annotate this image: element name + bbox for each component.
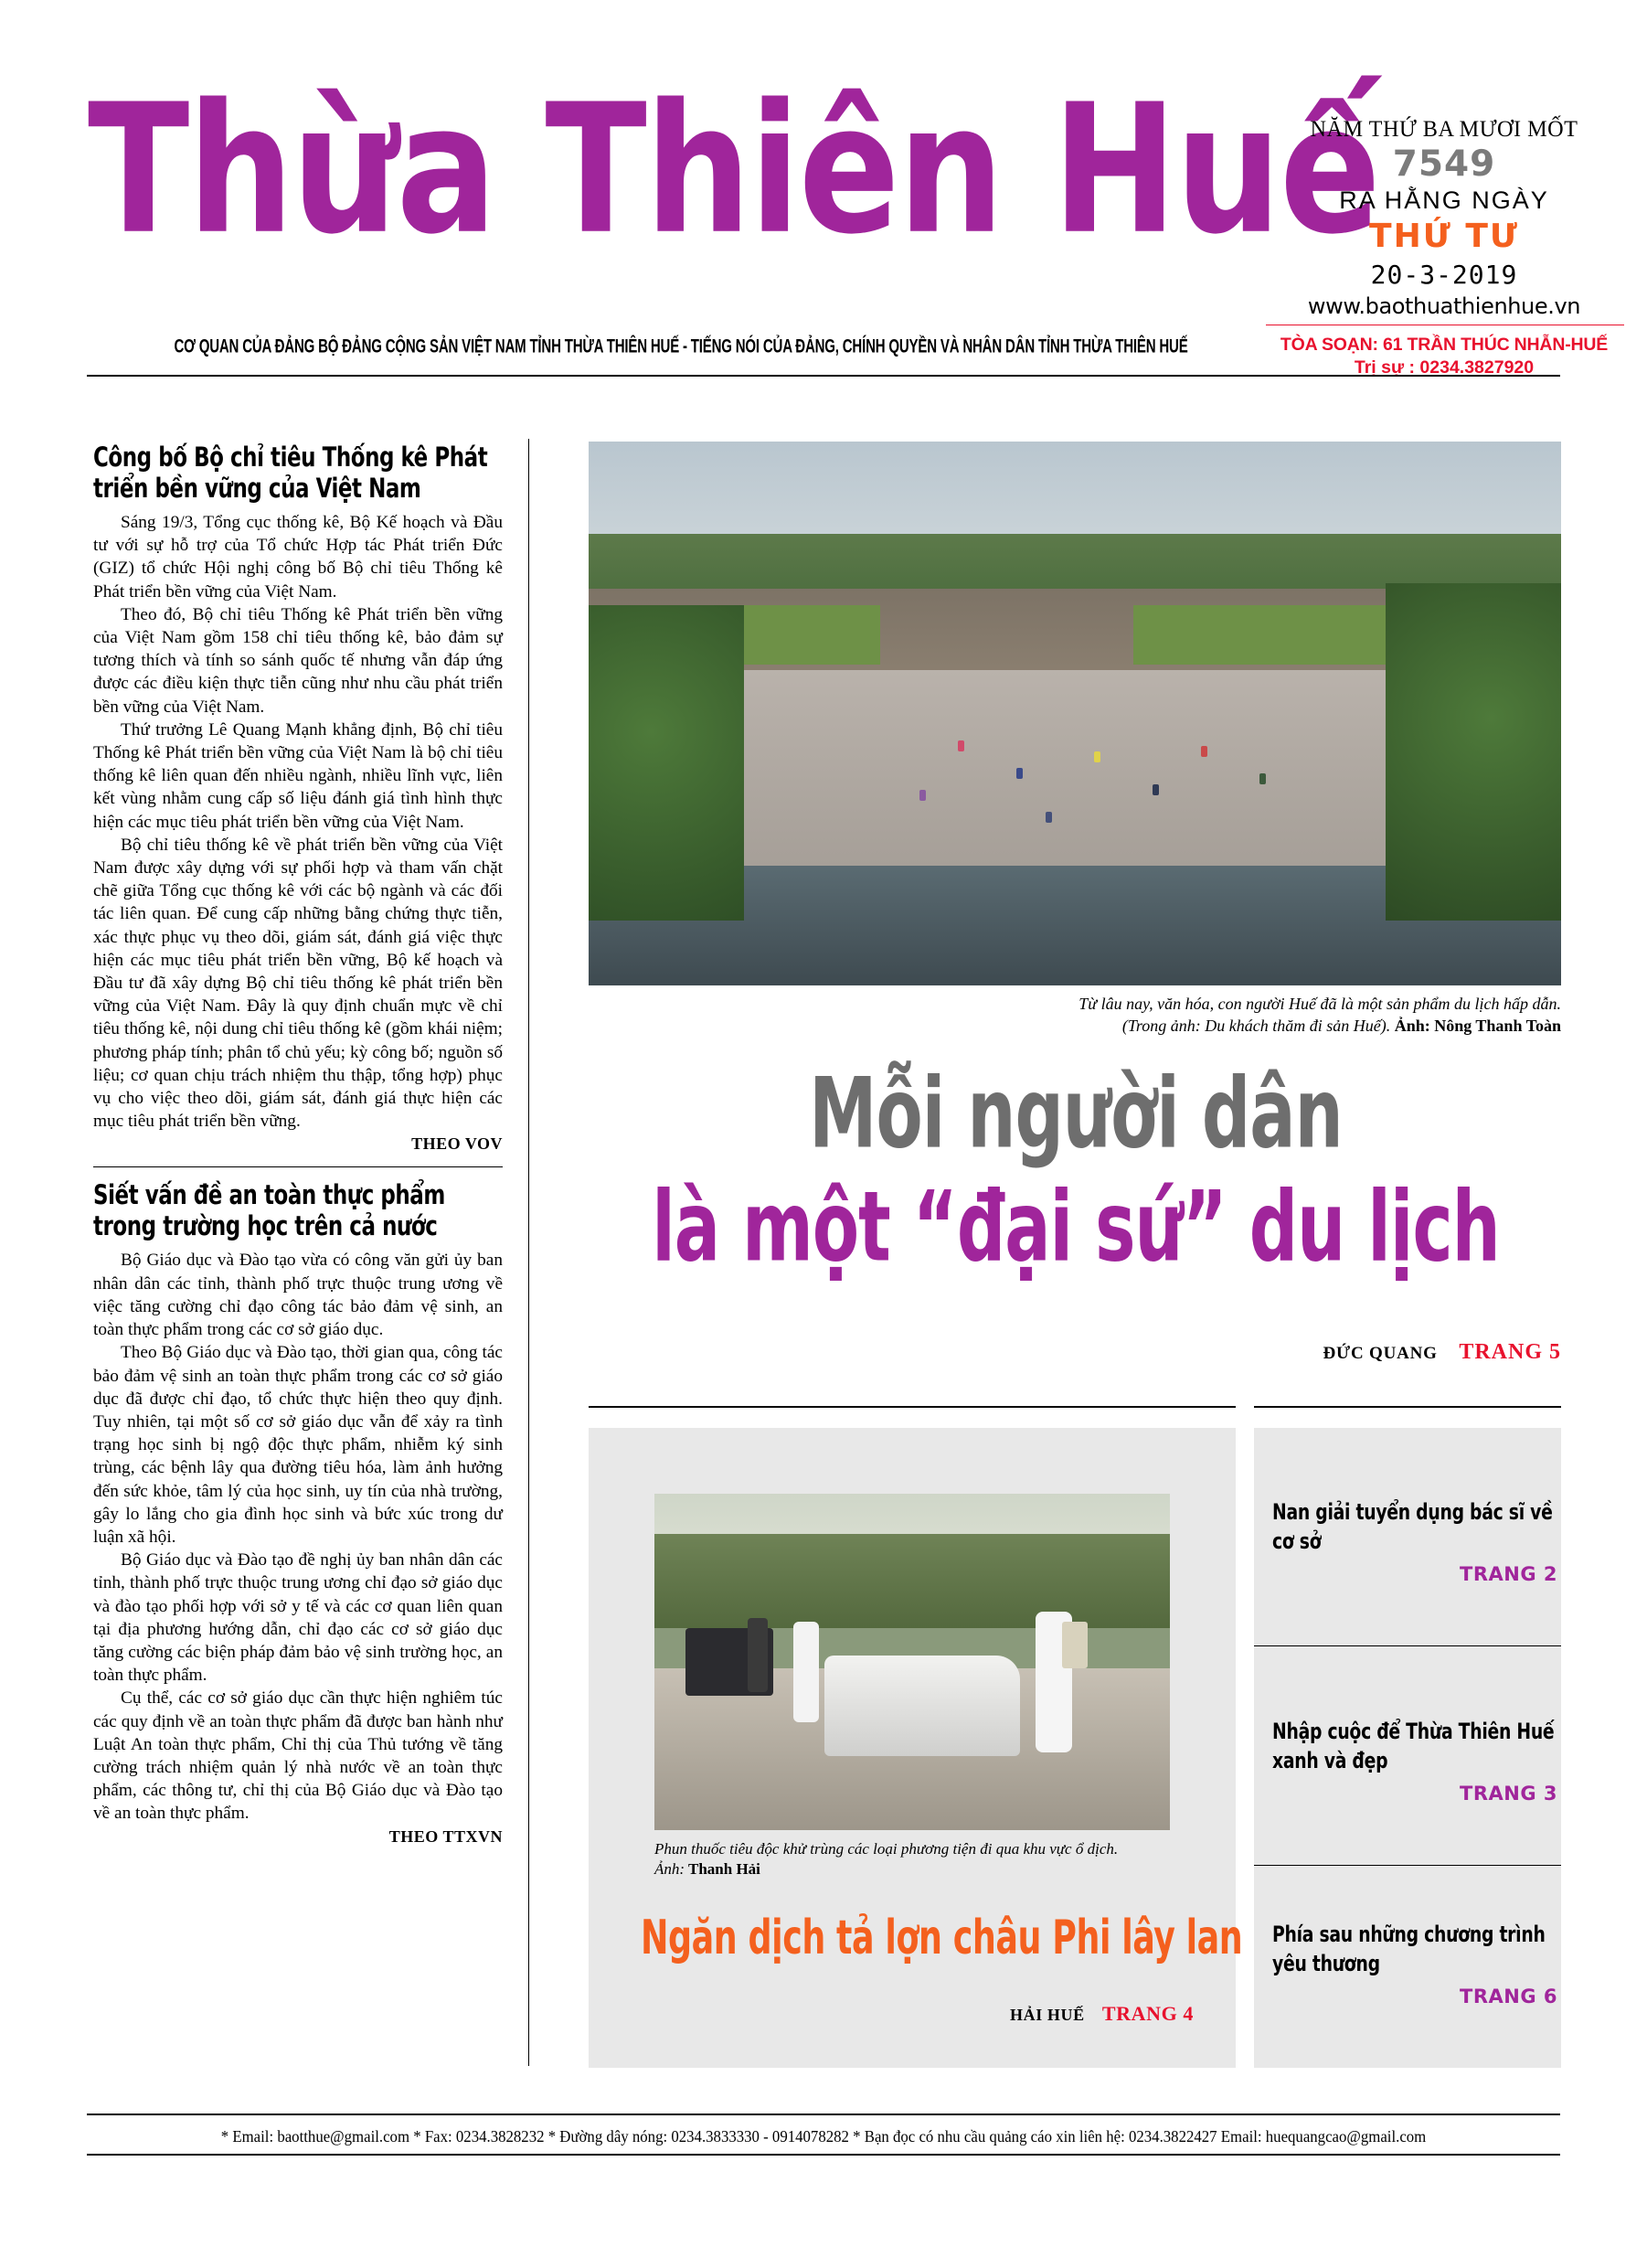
bottom-photo-person	[748, 1618, 769, 1692]
author-name: ĐỨC QUANG	[1323, 1344, 1438, 1363]
article-1[interactable]	[93, 442, 503, 1154]
photo-visitor	[1201, 746, 1207, 757]
teaser-page-ref[interactable]: TRANG 6	[1460, 1986, 1557, 2007]
teaser-divider	[1254, 1645, 1561, 1646]
teaser-item-3[interactable]	[1272, 1920, 1557, 2007]
teaser-title: Nan giải tuyển dụng bác sĩ về cơ sở	[1272, 1499, 1553, 1554]
bottom-story-headline[interactable]: Ngăn dịch tả lợn châu Phi lây lan	[641, 1909, 1243, 1965]
publication-date: 20-3-2019	[1370, 260, 1518, 290]
issue-number: 7549	[1392, 144, 1496, 185]
headline-line-2: là một “đại sứ” du lịch	[652, 1170, 1500, 1284]
teaser-title: Phía sau những chương trình yêu thương	[1272, 1922, 1546, 1976]
caption-text: Phun thuốc tiêu độc khử trùng các loại phương tiện đi qua khu vực ổ dịch.	[654, 1840, 1119, 1858]
masthead-tagline: CƠ QUAN CỦA ĐẢNG BỘ ĐẢNG CỘNG SẢN VIỆT NAM TỈNH THỪA THIÊN HUẾ - TIẾNG NÓI CỦA ĐẢNG, CHÍNH QUYỀN VÀ NHÂN DÂN TỈNH THỪA THIÊN HUẾ	[174, 336, 1188, 357]
photo-tree-left	[589, 605, 744, 921]
caption-line-1: Từ lâu nay, văn hóa, con người Huế đã là một sản phẩm du lịch hấp dẫn.	[1079, 995, 1561, 1013]
section-rule-right	[1254, 1406, 1561, 1408]
bottom-photo-caption	[654, 1839, 1175, 1879]
bottom-photo-hazmat-worker-left	[793, 1622, 819, 1722]
masthead-contact-box	[1270, 331, 1618, 379]
paragraph: Bộ Giáo dục và Đào tạo đề nghị ủy ban nhân dân các tỉnh, thành phố trực thuộc trung ương chỉ đạo sở giáo dục và đào tạo phối hợp với sở y tế và các cơ quan liên quan tại địa phương hướng dẫn, chỉ đạo các cơ sở giáo dục tăng cường các biện pháp đảm bảo vệ sinh trường học, an toàn thực phẩm.	[93, 1550, 503, 1686]
teaser-item-2[interactable]	[1272, 1717, 1557, 1805]
paragraph: Thứ trưởng Lê Quang Mạnh khẳng định, Bộ chỉ tiêu Thống kê Phát triển bền vững của Việt Nam là bộ chỉ tiêu thống kê liên quan đến nhiều ngành, nhiều lĩnh vực, liên kết vùng nhằm cung cấp số liệu đánh giá tình hình thực hiện các mục tiêu phát triển bền vững của Việt Nam.	[93, 719, 503, 832]
bottom-photo-trees	[654, 1534, 1170, 1628]
photo-visitor	[1259, 773, 1266, 784]
paragraph: Theo Bộ Giáo dục và Đào tạo, thời gian qua, công tác bảo đảm vệ sinh an toàn thực phẩm trong các cơ sở giáo dục đã được chỉ đạo, tổ chức thực hiện theo quy định. Tuy nhiên, tại một số cơ sở giáo dục vẫn để xảy ra tình trạng học sinh bị ngộ độc thực phẩm, nhiễm ký sinh trùng, các bệnh lây qua đường tiêu hóa, làm ảnh hưởng đến sức khỏe, tâm lý của học sinh, uy tín của nhà trường, gây lo lắng cho gia đình học sinh và bức xúc trong dư luận xã hội.	[93, 1343, 503, 1547]
section-rule-left	[589, 1406, 1236, 1408]
main-photo	[589, 442, 1561, 985]
masthead	[0, 0, 1647, 384]
teaser-divider	[1254, 1865, 1561, 1866]
page-reference[interactable]: TRANG 5	[1459, 1340, 1561, 1364]
office-phone: Trị sự : 0234.3827920	[1354, 357, 1535, 378]
photo-visitor	[919, 790, 926, 801]
paragraph: Sáng 19/3, Tổng cục thống kê, Bộ Kế hoạch và Đầu tư với sự hỗ trợ của Tổ chức Hợp tác Phát triển Đức (GIZ) tổ chức Hội nghị công bố Bộ chỉ tiêu Thống kê Phát triển bền vững của Việt Nam.	[93, 513, 503, 602]
author-name: HẢI HUẾ	[1010, 2006, 1085, 2024]
footer-rule-bottom	[87, 2154, 1560, 2156]
caption-line-2: (Trong ảnh: Du khách thăm đi sản Huế).	[1121, 1017, 1395, 1035]
photo-visitor	[1153, 784, 1159, 795]
paragraph: Cụ thể, các cơ sở giáo dục cần thực hiện nghiêm túc các quy định về an toàn thực phẩm đã được ban hành như Luật An toàn thực phẩm, Chỉ thị của Thủ tướng về tăng cường trách nhiệm quản lý nhà nước về an toàn thực phẩm, các thông tư, chỉ thị của Bộ Giáo dục và Đào tạo về an toàn thực phẩm.	[93, 1688, 503, 1824]
lead-story-headline[interactable]	[589, 1057, 1563, 1284]
publication-year-line: NĂM THỨ BA MƯƠI MỐT	[1310, 117, 1578, 142]
left-column	[93, 442, 503, 1847]
teaser-item-1[interactable]	[1272, 1497, 1557, 1585]
paragraph: Theo đó, Bộ chỉ tiêu Thống kê Phát triển bền vững của Việt Nam gồm 158 chỉ tiêu thống kê, bảo đảm sự tương thích và tính so sánh quốc tế nhưng vẫn đáp ứng được các điều kiện thực tiễn cũng như nhu cầu phát triển bền vững của Việt Nam.	[93, 604, 503, 717]
page-reference[interactable]: TRANG 4	[1101, 2002, 1194, 2025]
article-divider	[93, 1166, 503, 1167]
teaser-page-ref[interactable]: TRANG 2	[1460, 1563, 1557, 1585]
weekday-label: THỨ TƯ	[1369, 218, 1519, 255]
footer-rule-top	[87, 2114, 1560, 2115]
bottom-photo-white-car	[824, 1656, 1020, 1756]
photo-visitor	[958, 740, 964, 751]
credit-name: Thanh Hải	[685, 1860, 760, 1878]
masthead-bottom-rule	[87, 375, 1560, 377]
photo-visitor	[1016, 768, 1023, 779]
teaser-title: Nhập cuộc để Thừa Thiên Huế xanh và đẹp	[1272, 1719, 1555, 1773]
headline-line-1: Mỗi người dân	[809, 1057, 1343, 1171]
publication-frequency: RA HẰNG NGÀY	[1339, 186, 1549, 214]
article-1-body	[93, 511, 503, 1133]
photo-visitor	[1046, 812, 1052, 823]
credit-label: Ảnh:	[654, 1860, 685, 1878]
lead-story-byline	[589, 1340, 1561, 1365]
newspaper-logo	[88, 65, 1379, 274]
article-2[interactable]	[93, 1179, 503, 1846]
article-2-body	[93, 1249, 503, 1825]
newspaper-title: Thừa Thiên Huế	[88, 65, 1379, 274]
paragraph: Bộ Giáo dục và Đào tạo vừa có công văn gửi ủy ban nhân dân các tỉnh, thành phố trực thuộc trung ương về việc tăng cường chỉ đạo công tác bảo đảm vệ sinh, an toàn thực phẩm trong các cơ sở giáo dục.	[93, 1251, 503, 1340]
column-divider	[528, 439, 529, 2066]
bottom-story-byline	[611, 2002, 1214, 2026]
footer-contact-line: * Email: baotthue@gmail.com * Fax: 0234.3828232 * Đường dây nóng: 0234.3833330 - 0914078282 * Bạn đọc có nhu cầu quảng cáo xin liên hệ: 0234.3822427 Email: huequangcao@gmail.com	[220, 2127, 1427, 2146]
paragraph: Bộ chỉ tiêu thống kê về phát triển bền vững của Việt Nam được xây dựng với sự phối hợp và tham vấn chặt chẽ giữa Tổng cục thống kê với các bộ ngành và các đối tác liên quan. Để cung cấp những bằng chứng thực tiễn, xác thực phục vụ theo dõi, giám sát, đánh giá việc thực hiện các mục tiêu phát triển bền vững, Bộ kế hoạch và Đầu tư đã xây dựng Bộ chỉ tiêu thống kê phát triển bền vững của Việt Nam. Đây là quy định chuẩn mực về chỉ tiêu thống kê, nội dung chỉ tiêu thống kê (gồm khái niệm; phương pháp tính; phân tổ chủ yếu; kỳ công bố; nguồn số liệu; cơ quan chịu trách nhiệm thu thập, tổng hợp) phục vụ cho việc theo dõi, giám sát, đánh giá thực hiện các mục tiêu phát triển bền vững.	[93, 835, 503, 1132]
article-1-credit: THEO VOV	[411, 1134, 503, 1154]
office-address: TÒA SOẠN: 61 TRẦN THÚC NHẪN-HUẾ	[1280, 335, 1609, 355]
photo-credit: Ảnh: Nông Thanh Toàn	[1394, 1017, 1561, 1035]
masthead-info-box	[1270, 117, 1618, 320]
main-photo-caption	[589, 993, 1561, 1037]
photo-lawn-right	[1133, 605, 1387, 665]
photo-tree-right	[1386, 583, 1561, 921]
article-2-credit: THEO TTXVN	[388, 1826, 503, 1846]
website-url[interactable]: www.baothuathienhue.vn	[1307, 293, 1581, 319]
bottom-photo-sprayer-tank	[1062, 1622, 1088, 1669]
photo-visitor	[1094, 751, 1100, 762]
bottom-photo	[654, 1494, 1170, 1830]
article-1-headline: Công bố Bộ chỉ tiêu Thống kê Phát triển bền vững của Việt Nam	[93, 442, 488, 504]
article-2-headline: Siết vấn đề an toàn thực phẩm trong trường học trên cả nước	[93, 1179, 445, 1242]
teaser-page-ref[interactable]: TRANG 3	[1460, 1783, 1557, 1805]
